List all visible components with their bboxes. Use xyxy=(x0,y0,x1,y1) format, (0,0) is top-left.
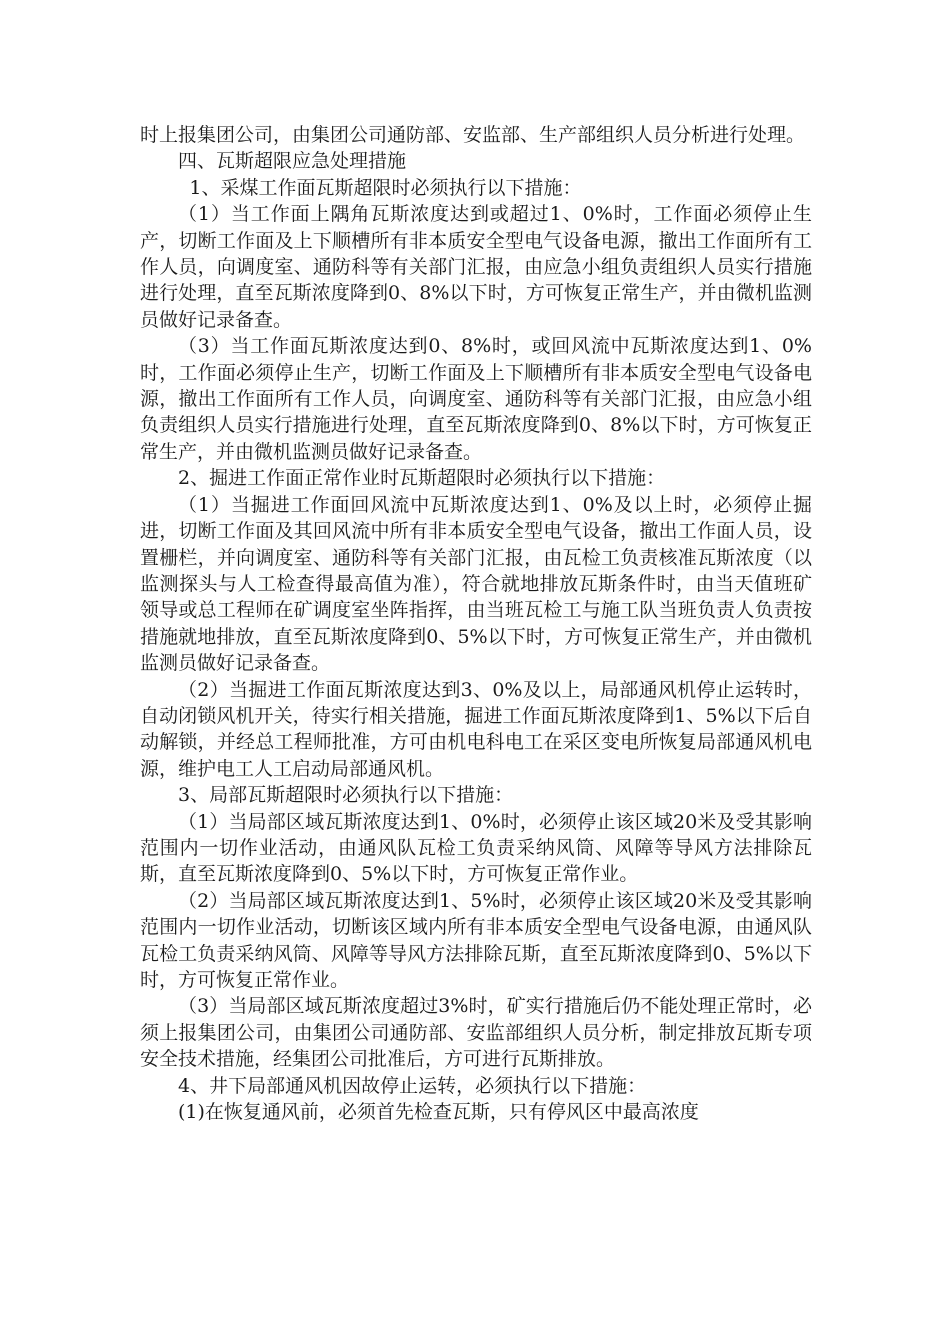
paragraph-4-1: (1)在恢复通风前，必须首先检查瓦斯，只有停风区中最高浓度 xyxy=(178,1101,699,1124)
section-heading-4: 四、瓦斯超限应急处理措施 xyxy=(178,150,407,173)
paragraph-3-2: （2）当局部区域瓦斯浓度达到1、5%时，必须停止该区域20米及受其影响范围内一切作业活动，切断该区域内所有非本质安全型电气设备电源，由通风队瓦检工负责采纳风筒、风障等导风方法排除瓦斯，直至瓦斯浓度降到0、5%以下时，方可恢复正常作业。 xyxy=(140,889,812,991)
subsection-heading-4: 4、井下局部通风机因故停止运转，必须执行以下措施： xyxy=(178,1074,647,1097)
paragraph-continuation: 时上报集团公司，由集团公司通防部、安监部、生产部组织人员分析进行处理。 xyxy=(140,124,806,146)
document-body xyxy=(140,122,812,1125)
paragraph-2-2: （2）当掘进工作面瓦斯浓度达到3、0%及以上，局部通风机停止运转时，自动闭锁风机开关，待实行相关措施，掘进工作面瓦斯浓度降到1、5%以下后自动解锁，并经总工程师批准，方可由机电科电工在采区变电所恢复局部通风机电源，维护电工人工启动局部通风机。 xyxy=(140,678,812,780)
subsection-heading-1: 1、采煤工作面瓦斯超限时必须执行以下措施： xyxy=(189,176,582,199)
paragraph-2-1: （1）当掘进工作面回风流中瓦斯浓度达到1、0%及以上时，必须停止掘进，切断工作面及其回风流中所有非本质安全型电气设备，撤出工作面人员，设置栅栏，并向调度室、通防科等有关部门汇报，由瓦检工负责核准瓦斯浓度（以监测探头与人工检查得最高值为准），符合就地排放瓦斯条件时，由当天值班矿领导或总工程师在矿调度室坐阵指挥，由当班瓦检工与施工队当班负责人负责按措施就地排放，直至瓦斯浓度降到0、5%以下时，方可恢复正常生产，并由微机监测员做好记录备查。 xyxy=(140,493,812,675)
subsection-heading-3: 3、局部瓦斯超限时必须执行以下措施： xyxy=(178,784,514,807)
paragraph-3-1: （1）当局部区域瓦斯浓度达到1、0%时，必须停止该区域20米及受其影响范围内一切作业活动，由通风队瓦检工负责采纳风筒、风障等导风方法排除瓦斯，直至瓦斯浓度降到0、5%以下时，方可恢复正常作业。 xyxy=(140,810,812,886)
paragraph-1-3: （3）当工作面瓦斯浓度达到0、8%时，或回风流中瓦斯浓度达到1、0%时，工作面必须停止生产，切断工作面及上下顺槽所有非本质安全型电气设备电源，撤出工作面所有工作人员，向调度室、通防科等有关部门汇报，由应急小组负责组织人员实行措施进行处理，直至瓦斯浓度降到0、8%以下时，方可恢复正常生产，并由微机监测员做好记录备查。 xyxy=(140,335,812,463)
paragraph-3-3: （3）当局部区域瓦斯浓度超过3%时，矿实行措施后仍不能处理正常时，必须上报集团公司，由集团公司通防部、安监部组织人员分析，制定排放瓦斯专项安全技术措施，经集团公司批准后，方可进行瓦斯排放。 xyxy=(140,995,812,1071)
paragraph-1-1: （1）当工作面上隅角瓦斯浓度达到或超过1、0%时，工作面必须停止生产，切断工作面及上下顺槽所有非本质安全型电气设备电源，撤出工作面所有工作人员，向调度室、通防科等有关部门汇报，由应急小组负责组织人员实行措施进行处理，直至瓦斯浓度降到0、8%以下时，方可恢复正常生产，并由微机监测员做好记录备查。 xyxy=(140,203,812,331)
subsection-heading-2: 2、掘进工作面正常作业时瓦斯超限时必须执行以下措施： xyxy=(178,467,666,490)
